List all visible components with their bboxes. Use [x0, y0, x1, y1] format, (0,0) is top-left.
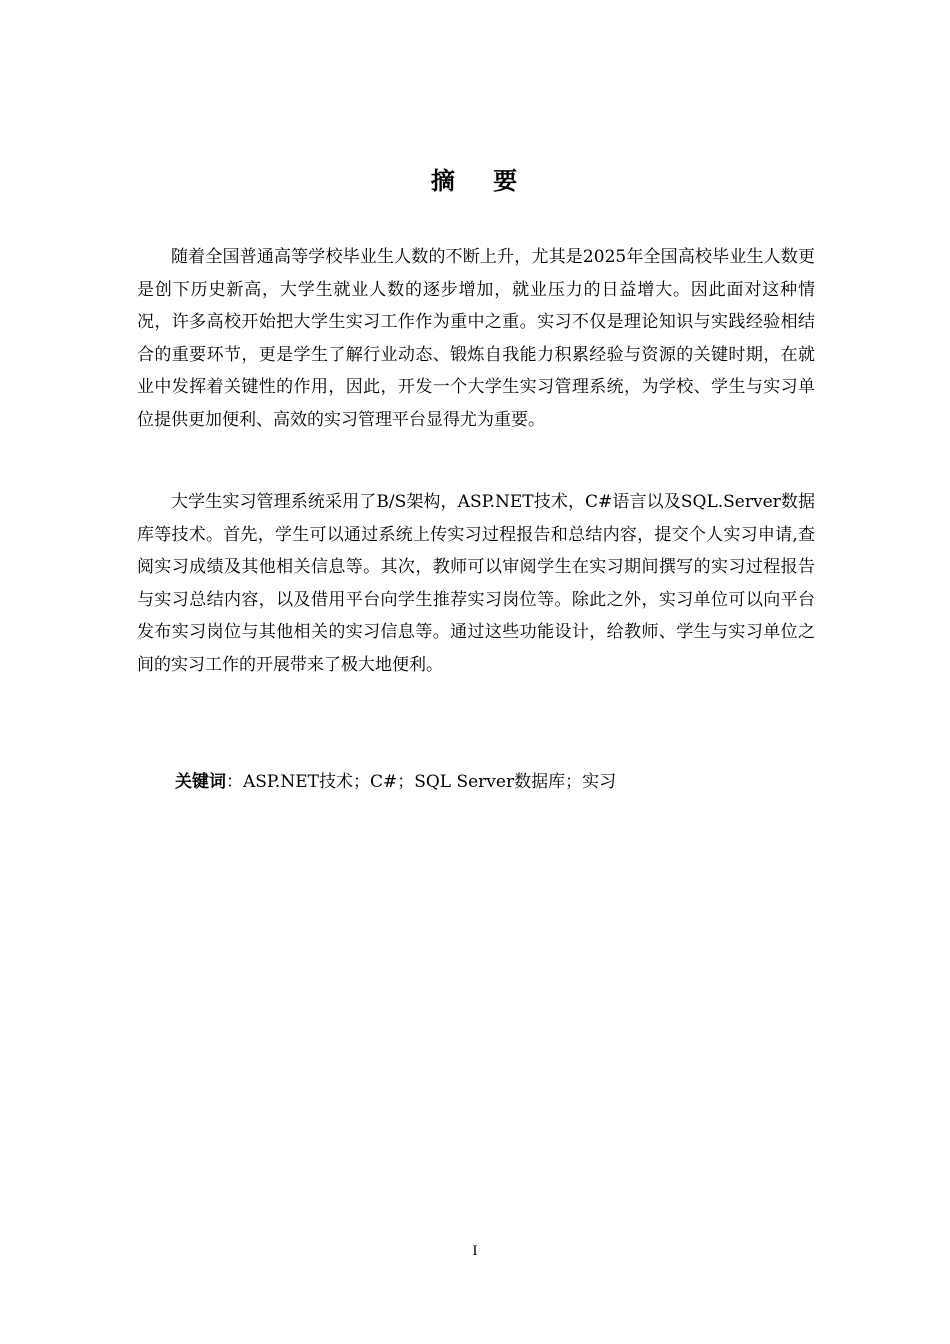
paragraph-text: 大学生实习管理系统采用了B/S架构，ASP.NET技术，C#语言以及SQL.Server数据库等技术。首先，学生可以通过系统上传实习过程报告和总结内容，提交个人实习申请,查阅实习成绩及其他相关信息等。其次，教师可以审阅学生在实习期间撰写的实习过程报告与实习总结内容，以及借用平台向学生推荐实习岗位等。除此之外，实习单位可以向平台发布实习岗位与其他相关的实习信息等。通过这些功能设计，给教师、学生与实习单位之间的实习工作的开展带来了极大地便利。	[137, 492, 815, 675]
keywords-label: 关键词	[175, 772, 226, 792]
keywords-line	[175, 766, 815, 798]
keywords-separator: ：	[226, 772, 243, 792]
page-number: I	[472, 1243, 478, 1259]
paragraph-text: 随着全国普通高等学校毕业生人数的不断上升，尤其是2025年全国高校毕业生人数更是创下历史新高，大学生就业人数的逐步增加，就业压力的日益增大。因此面对这种情况，许多高校开始把大学生实习工作作为重中之重。实习不仅是理论知识与实践经验相结合的重要环节，更是学生了解行业动态、锻炼自我能力积累经验与资源的关键时期，在就业中发挥着关键性的作用，因此，开发一个大学生实习管理系统，为学校、学生与实习单位提供更加便利、高效的实习管理平台显得尤为重要。	[137, 247, 815, 430]
keywords-text: ASP.NET技术；C#；SQL Server数据库；实习	[243, 772, 617, 792]
abstract-title: 摘 要	[430, 167, 520, 195]
abstract-paragraph-2	[137, 486, 815, 681]
abstract-paragraph-1	[137, 241, 815, 436]
